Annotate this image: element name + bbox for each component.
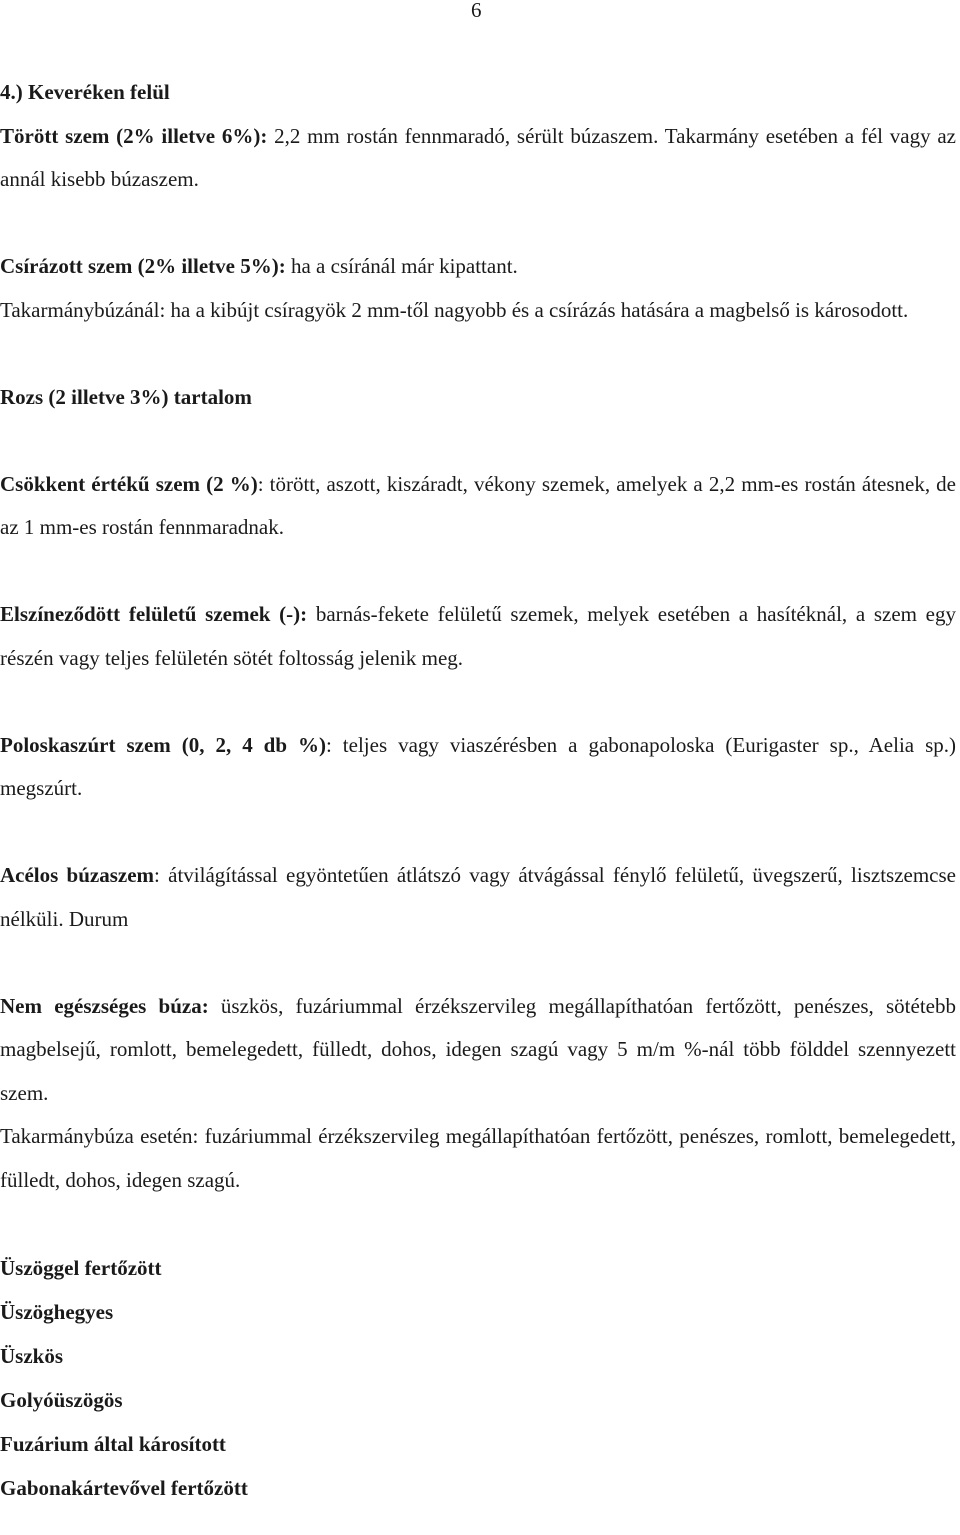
- text-elszinezodott: barnás-fekete felületű szemek, melyek esetében a hasítéknál, a szem egy részén vagy teljes felületén sötét foltosság jelenik meg.: [0, 602, 956, 670]
- term-csokkent-erteku: Csökkent értékű szem (2 %): [0, 471, 258, 496]
- paragraph-poloskaszurt: [0, 724, 956, 811]
- paragraph-takarmanybuza-csirazas: Takarmánybúzánál: ha a kibújt csíragyök 2 mm-től nagyobb és a csírázás hatására a magbelső is károsodott.: [0, 297, 909, 322]
- spacer: [0, 332, 956, 376]
- term-acelos: Acélos búzaszem: [0, 863, 155, 887]
- term-poloskaszurt: Poloskaszúrt szem (0, 2, 4 db %): [0, 732, 326, 757]
- paragraph-acelos: [0, 854, 956, 941]
- spacer: [0, 811, 956, 855]
- paragraph-rozs: [0, 376, 956, 420]
- list-item: Üszöghegyes: [0, 1299, 114, 1324]
- text-csokkent-erteku: : törött, aszott, kiszáradt, vékony szemek, amelyek a 2,2 mm-es rostán átesnek, de az 1 mm-es rostán fennmaradnak.: [0, 471, 957, 539]
- text-acelos: : átvilágítással egyöntetűen átlátszó vagy átvágással fénylő felületű, üvegszerű, lisztszemcse nélküli. Durum: [0, 863, 956, 931]
- spacer: [0, 1202, 956, 1246]
- paragraph-nem-egeszseges: [0, 985, 956, 1116]
- list-item: Fuzárium által károsított: [0, 1431, 226, 1456]
- list-item: Üszöggel fertőzött: [0, 1255, 162, 1280]
- spacer: [0, 941, 956, 985]
- spacer: [0, 550, 956, 594]
- term-elszinezodott: Elszíneződött felületű szemek (-):: [0, 602, 308, 626]
- text-poloskaszurt: : teljes vagy viaszérésben a gabonapoloska (Eurigaster sp., Aelia sp.) megszúrt.: [0, 732, 956, 800]
- paragraph-csirazott-szem: [0, 245, 956, 289]
- spacer: [0, 680, 956, 724]
- list-item: Gabonakártevővel fertőzött: [0, 1475, 248, 1500]
- term-csirazott-szem: Csírázott szem (2% illetve 5%):: [0, 254, 286, 278]
- text-nem-egeszseges: üszkös, fuzáriummal érzékszervileg megállapíthatóan fertőzött, penészes, sötétebb magbelsejű, romlott, bemelegedett, fülledt, dohos, idegen szagú vagy 5 m/m %-nál több földdel szennyezett szem.: [0, 993, 956, 1105]
- section-title: 4.) Keveréken felül: [0, 80, 170, 104]
- paragraph-elszinezodott: [0, 593, 956, 680]
- text-torott-szem: 2,2 mm rostán fennmaradó, sérült búzaszem. Takarmány esetében a fél vagy az annál kisebb búzaszem.: [0, 123, 956, 191]
- term-torott-szem: Törött szem (2% illetve 6%):: [0, 123, 268, 148]
- paragraph-torott-szem: [0, 115, 956, 202]
- paragraph-csokkent-erteku: [0, 463, 956, 550]
- document-body: [0, 71, 956, 1510]
- spacer: [0, 202, 956, 246]
- spacer: [0, 419, 956, 463]
- term-rozs: Rozs (2 illetve 3%) tartalom: [0, 384, 252, 409]
- term-nem-egeszseges: Nem egészséges búza:: [0, 993, 209, 1018]
- text-csirazott-szem: ha a csíránál már kipattant.: [285, 254, 518, 278]
- paragraph-takarmanybuza-eseten: Takarmánybúza esetén: fuzáriummal érzékszervileg megállapíthatóan fertőzött, penészes, romlott, bemelegedett, fülledt, dohos, idegen szagú.: [0, 1124, 956, 1192]
- page-number: 6: [471, 0, 482, 22]
- list-item: Üszkös: [0, 1343, 64, 1368]
- list-item: Golyóüszögös: [0, 1387, 123, 1412]
